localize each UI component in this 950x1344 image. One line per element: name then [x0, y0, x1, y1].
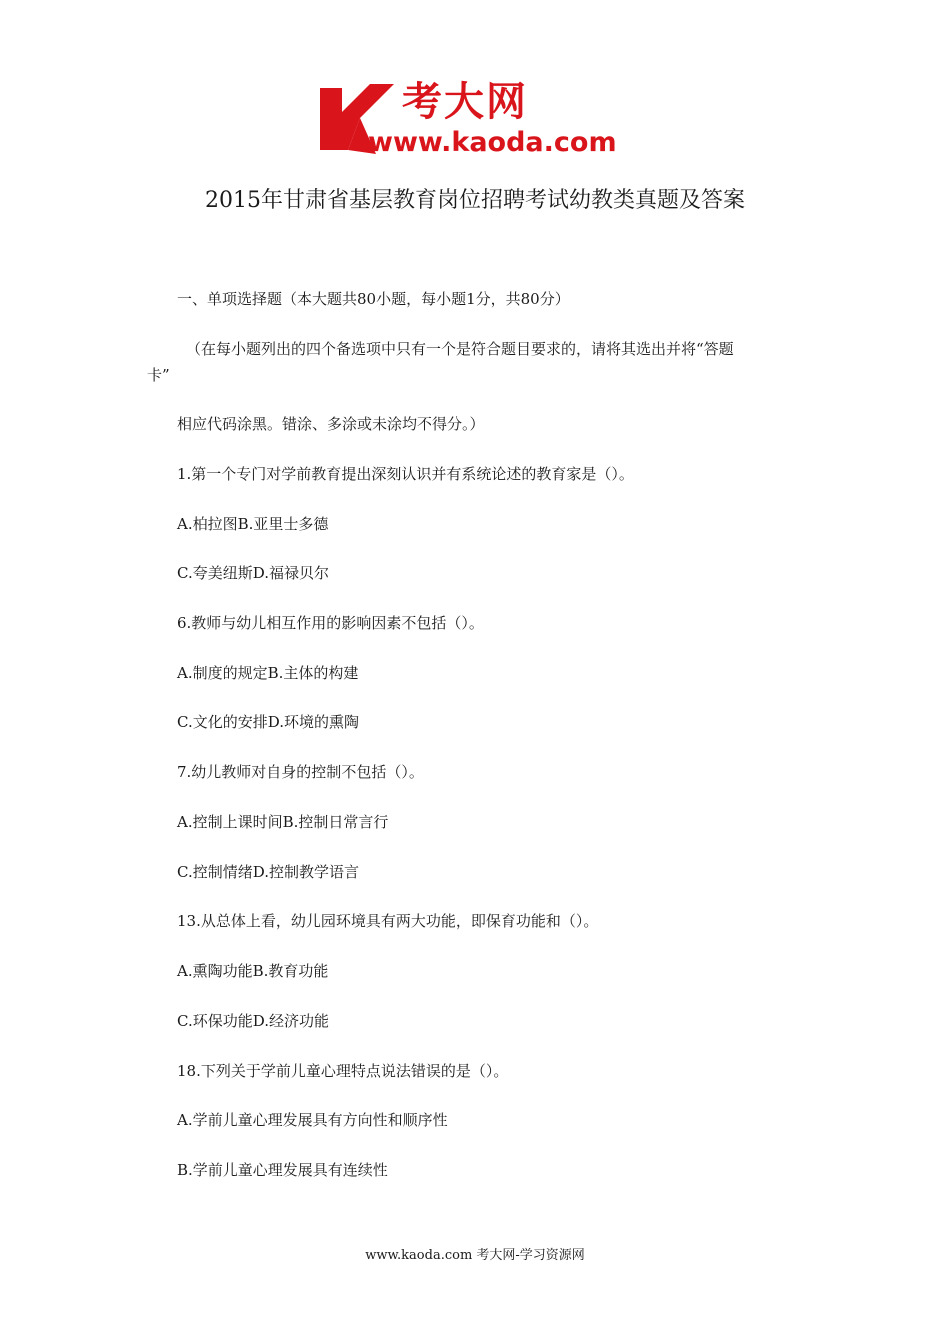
- question-option: A.柏拉图B.亚里士多德: [177, 515, 329, 533]
- question-option: A.学前儿童心理发展具有方向性和顺序性: [177, 1111, 448, 1129]
- instruction-line-1: （在每小题列出的四个备选项中只有一个是符合题目要求的，请将其选出并将“答题: [186, 340, 734, 358]
- question-stem: 1.第一个专门对学前教育提出深刻认识并有系统论述的教育家是（）。: [177, 465, 634, 483]
- section-heading: 一、单项选择题（本大题共80小题，每小题1分，共80分）: [177, 290, 570, 308]
- question-stem: 18.下列关于学前儿童心理特点说法错误的是（）。: [177, 1062, 509, 1080]
- logo-url-text: www.kaoda.com: [368, 127, 617, 158]
- page-footer: www.kaoda.com 考大网-学习资源网: [365, 1248, 585, 1263]
- logo-brand-text: 考大网: [402, 79, 528, 125]
- question-option: C.环保功能D.经济功能: [177, 1012, 329, 1030]
- kaoda-logo: [318, 79, 640, 162]
- question-option: A.制度的规定B.主体的构建: [177, 664, 359, 682]
- question-stem: 7.幼儿教师对自身的控制不包括（）。: [177, 763, 424, 781]
- instruction-line-2: 卡”: [147, 366, 170, 384]
- document-title: 2015年甘肃省基层教育岗位招聘考试幼教类真题及答案: [205, 188, 745, 213]
- question-stem: 6.教师与幼儿相互作用的影响因素不包括（）。: [177, 614, 484, 632]
- question-option: C.夸美纽斯D.福禄贝尔: [177, 564, 329, 582]
- instruction-line-3: 相应代码涂黑。错涂、多涂或未涂均不得分。）: [177, 415, 485, 433]
- question-option: C.控制情绪D.控制教学语言: [177, 863, 359, 881]
- question-option: A.控制上课时间B.控制日常言行: [177, 813, 389, 831]
- question-option: A.熏陶功能B.教育功能: [177, 962, 329, 980]
- question-stem: 13.从总体上看，幼儿园环境具有两大功能，即保育功能和（）。: [177, 912, 599, 930]
- question-option: B.学前儿童心理发展具有连续性: [177, 1161, 388, 1179]
- question-option: C.文化的安排D.环境的熏陶: [177, 713, 359, 731]
